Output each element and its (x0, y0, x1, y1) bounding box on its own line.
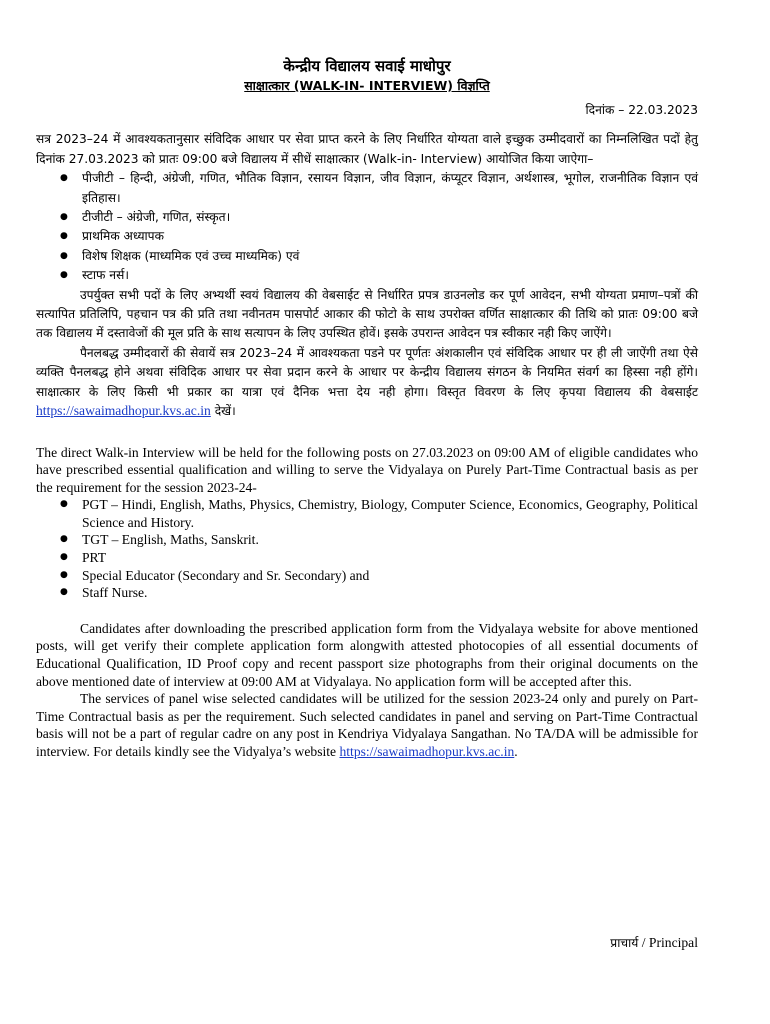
english-intro-paragraph: The direct Walk-in Interview will be held for the following posts on 27.03.2023 on 09:00 AM of eligible candidates who have prescribed essential qualification and willing to serve the Vidyalaya on Purely Part-Time Contractual basis as per the requirement for the session 2023-24- (36, 444, 698, 495)
list-item: ● PGT – Hindi, English, Maths, Physics, Chemistry, Biology, Computer Science, Economics, Geography, Political Science and History. (82, 496, 698, 531)
list-item: ● PRT (82, 549, 698, 567)
list-item: ● Staff Nurse. (82, 584, 698, 602)
website-link[interactable]: https://sawaimadhopur.kvs.ac.in (36, 403, 211, 419)
list-item: ● विशेष शिक्षक (माध्यमिक एवं उच्च माध्यमिक) एवं (82, 247, 698, 266)
hindi-section (36, 130, 698, 421)
english-panel-end: . (514, 744, 518, 759)
notice-subtitle-text: साक्षात्कार (WALK-IN- INTERVIEW) विज्ञप्ति (244, 78, 490, 93)
hindi-application-paragraph: उपर्युक्त सभी पदों के लिए अभ्यर्थी स्वयं विद्यालय की वेबसाईट से निर्धारित प्रपत्र डाउनलोड कर पूर्ण आवेदन, सभी योग्यता प्रमाण–पत्रों की सत्यापित प्रतिलिपि, पहचान पत्र की प्रति तथा नवीनतम पासपोर्ट आकार की फोटो के साथ उपरोक्त वर्णित साक्षात्कार की तिथि को प्रातः 09:00 बजे तक विद्यालय में दस्तावेजों की मूल प्रति के साथ सत्यापन के लिए उपस्थित होवें। इसके उपरान्त आवेदन पत्र स्वीकार नही किए जाऐंगे। (36, 287, 698, 341)
english-section (36, 444, 698, 761)
hindi-panel-text: पैनलबद्ध उम्मीदवारों की सेवायें सत्र 2023–24 में आवश्यकता पडने पर पूर्णतः अंशकालीन एवं संविदिक आधार पर ही ली जाऐंगी तथा ऐसे व्यक्ति पैनलबद्ध होने अथवा संविदिक आधार पर सेवा प्रदान करने के आधार पर केन्द्रीय विद्यालय संगठन के नियमित संवर्ग का हिस्सा नही होंगे। साक्षात्कार के लिए किसी भी प्रकार का यात्रा एवं दैनिक भत्ता देय नही होगा। विस्तृत विवरण के लिए कृपया विद्यालय की वेबसाईट (36, 345, 698, 399)
hindi-posts-list (36, 169, 698, 285)
list-item: ● स्टाफ नर्स। (82, 266, 698, 285)
english-posts-list (36, 496, 698, 602)
notice-subtitle (36, 77, 698, 95)
english-panel-paragraph (36, 690, 698, 760)
hindi-intro-paragraph: सत्र 2023–24 में आवश्यकतानुसार संविदिक आधार पर सेवा प्राप्त करने के लिए निर्धारित योग्यता वाले इच्छुक उम्मीदवारों का निम्नलिखित पदों हेतु दिनांक 27.03.2023 को प्रातः 09:00 बजे विद्यालय में सीधें साक्षात्कार (Walk-in- Interview) आयोजित किया जाऐगा– (36, 132, 698, 166)
signature-separator: / (638, 935, 649, 950)
hindi-panel-end: देखें। (214, 404, 236, 419)
hindi-panel-paragraph (36, 344, 698, 422)
english-panel-text: The services of panel wise selected candidates will be utilized for the session 2023-24 only and purely on Part-Time Contractual basis as per the requirement. Such selected candidates in panel and serving on Part-Time Contractual basis will not be a part of regular cadre on any post in Kendriya Vidyalaya Sangathan. No TA/DA will be admissible for interview. For details kindly see the Vidyalya’s website (36, 691, 698, 759)
signature-hindi: प्राचार्य (610, 936, 639, 950)
list-item: ● पीजीटी – हिन्दी, अंग्रेजी, गणित, भौतिक विज्ञान, रसायन विज्ञान, जीव विज्ञान, कंप्यूटर विज्ञान, अर्थशास्त्र, भूगोल, राजनीतिक विज्ञान एवं इतिहास। (82, 169, 698, 208)
school-name-title: केन्द्रीय विद्यालय सवाई माधोपुर (283, 57, 451, 75)
principal-signature (610, 934, 698, 953)
list-item: ● प्राथमिक अध्यापक (82, 227, 698, 246)
list-item: ● Special Educator (Secondary and Sr. Secondary) and (82, 567, 698, 585)
website-link[interactable]: https://sawaimadhopur.kvs.ac.in (339, 744, 515, 759)
list-item: ● टीजीटी – अंग्रेजी, गणित, संस्कृत। (82, 208, 698, 227)
list-item: ● TGT – English, Maths, Sanskrit. (82, 531, 698, 549)
english-application-paragraph: Candidates after downloading the prescribed application form from the Vidyalaya website for above mentioned posts, will get verify their complete application form alongwith attested photocopies of all essential documents of Educational Qualification, ID Proof copy and recent passport size photographs from their original documents on the above mentioned date of interview at 09:00 AM at Vidyalaya. No application form will be accepted after this. (36, 620, 698, 689)
notice-date: दिनांक – 22.03.2023 (585, 103, 698, 117)
signature-english: Principal (648, 935, 698, 950)
